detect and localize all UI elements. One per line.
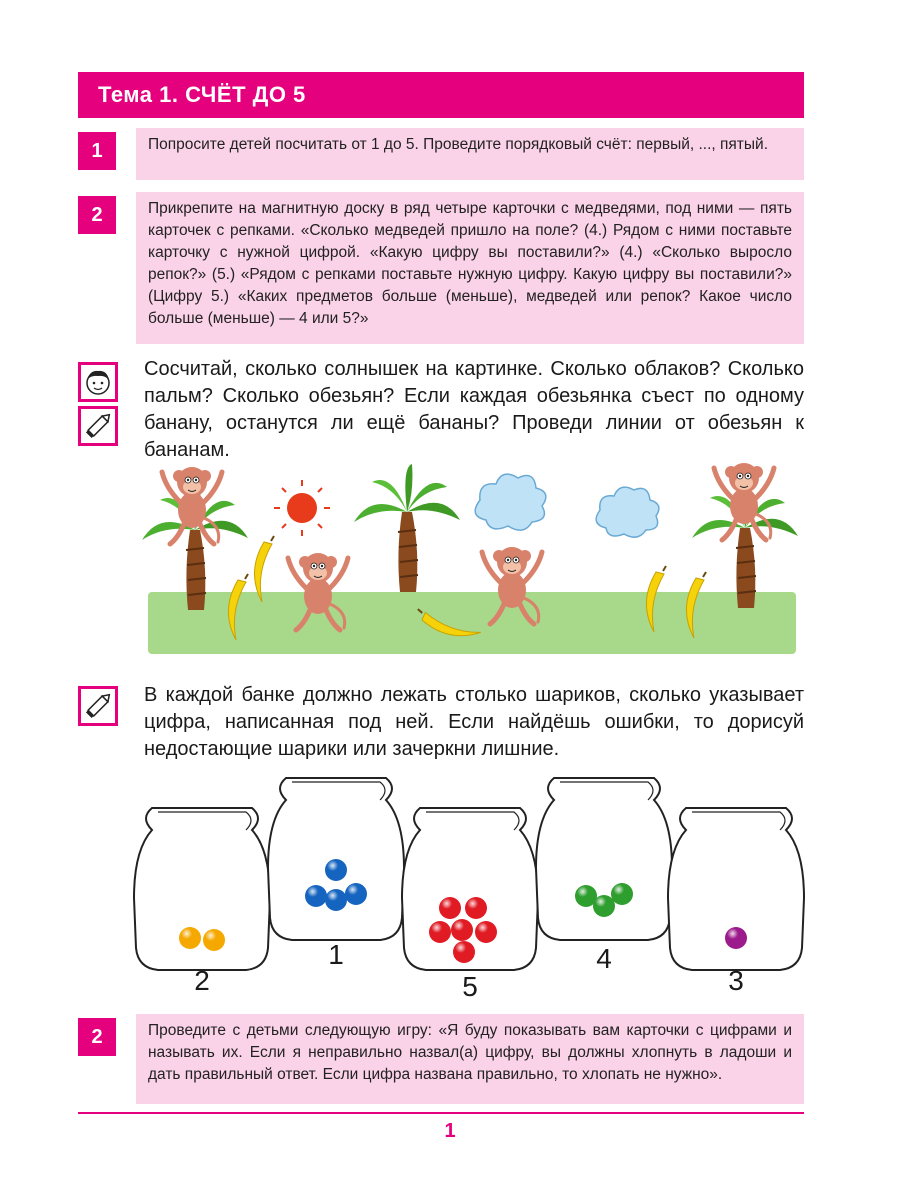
jar <box>536 778 672 940</box>
exercise-text: Сосчитай, сколько солнышек на картинке. Сколько облаков? Сколько пальм? Сколько обезьян? Если каждая обезьянка съест по одному банану, останутся ли ещё бананы? Проведи линии от обезьян к бананам. <box>144 358 804 461</box>
task-instruction: Проведите с детьми следующую игру: «Я буду показывать вам карточки с цифрами и называть их. Если я неправильно назвал(а) цифру, вы должны хлопнуть в ладоши и дать правильный ответ. Если цифра названа правильно, то хлопать не нужно». <box>136 1014 804 1104</box>
jar <box>134 808 270 970</box>
task-instruction: Попросите детей посчитать от 1 до 5. Проведите порядковый счёт: первый, ..., пятый. <box>136 128 804 180</box>
footer-divider <box>78 1112 804 1114</box>
task-instruction: Прикрепите на магнитную доску в ряд четыре карточки с медведями, под ними — пять карточек с репками. «Сколько медведей пришло на поле? (4.) Рядом с ними поставьте карточку с нужной цифрой. «Какую цифру вы поставили?» (4.) «Сколько выросло репок?» (5.) «Рядом с репками поставьте нужную цифру. Какую цифру вы поставили?» (Цифру 5.) «Каких предметов больше (меньше), медведей или репок? Какое число больше (меньше) — 4 или 5?» <box>136 192 804 344</box>
page-number: 1 <box>444 1120 456 1142</box>
counting-scene <box>140 460 820 670</box>
topic-title: Тема 1. СЧЁТ ДО 5 <box>78 72 804 118</box>
jar-number-label: 1 <box>328 939 344 970</box>
exercise-text: В каждой банке должно лежать столько шариков, сколько указывает цифра, написанная под ней. Если найдёшь ошибки, то дорисуй недостающие шарики или зачеркни лишние. <box>144 684 804 760</box>
task-number-badge: 2 <box>78 196 116 234</box>
jar-number-label: 5 <box>462 971 478 1002</box>
pencil-icon <box>78 686 118 726</box>
task-number-badge: 2 <box>78 1018 116 1056</box>
face-icon <box>78 362 118 402</box>
jar <box>268 778 404 940</box>
jar <box>402 808 538 970</box>
task-number-badge: 1 <box>78 132 116 170</box>
jars-figure <box>130 768 810 1008</box>
pencil-icon <box>78 406 118 446</box>
jar-number-label: 2 <box>194 965 210 996</box>
jar-number-label: 3 <box>728 965 744 996</box>
jar-number-label: 4 <box>596 943 612 974</box>
jar <box>668 808 804 970</box>
